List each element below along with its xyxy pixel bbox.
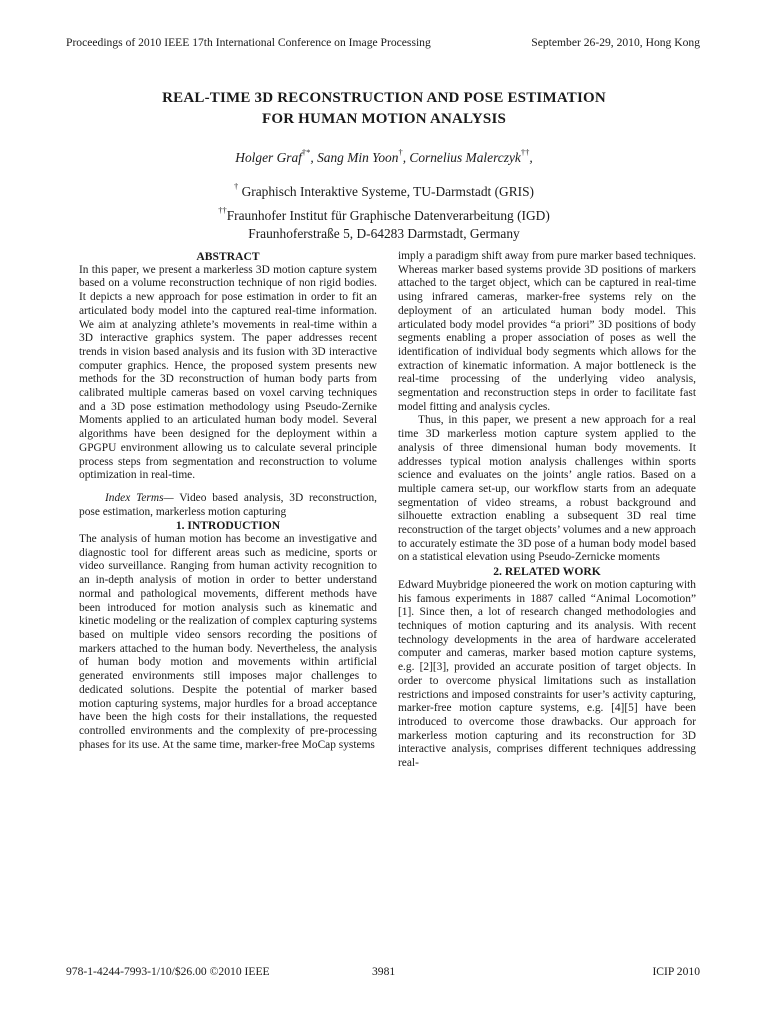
affiliation-2-text: Fraunhofer Institut für Graphische Datenverarbeitung (IGD): [226, 208, 550, 223]
affiliation-1-text: Graphisch Interaktive Systeme, TU-Darmstadt (GRIS): [241, 184, 535, 199]
related-work-text: Edward Muybridge pioneered the work on motion capturing with his famous experiments in 1887 called “Animal Locomotion” [1]. Since then, a lot of research changed methodologies and techniques of motion capturing and its analysis. With recent technology developments in the area of hardware accelerated computer and cameras, marker based motion capture systems, e.g. [2][3], provided an accurate position of target objects. In order to overcome physical limitations such as installation restrictions and imposed constraints for user’s activity capturing, marker-free motion capture systems, e.g. [4][5] have been introduced to overcome those drawbacks. Our approach for markerless motion capturing and its reconstruction for 3D interactive analysis, comprises different techniques addressing real-: [398, 578, 696, 770]
affiliation-1: [70, 177, 698, 201]
author-2-name: Sang Min Yoon: [317, 150, 399, 165]
related-work-heading: 2. RELATED WORK: [493, 565, 601, 579]
conference-date-location: September 26-29, 2010, Hong Kong: [531, 36, 700, 49]
title-line-1: REAL-TIME 3D RECONSTRUCTION AND POSE ESTIMATION: [162, 90, 606, 106]
introduction-paragraph-2: Thus, in this paper, we present a new approach for a real time 3D markerless motion capture system applied to the analysis of three dimensional human body movements. It addresses typical motion analysis challenges within sports science and evaluates on the joints’ angle ratios. Based on a multiple camera set-up, our workflow starts from an adequate segmentation of video streams, a robust background and silhouette extraction enabling a subsequent 3D real time reconstruction of the target objects’ volumes and a new approach to accurately estimate the 3D pose of a human body model based on a statistical elevation using Pseudo-Zernicke moments: [398, 414, 696, 564]
author-1-name: Holger Graf: [235, 150, 302, 165]
footer-venue: ICIP 2010: [652, 965, 700, 978]
author-3-affiliation-mark: ††: [520, 147, 530, 157]
right-column: [398, 250, 696, 771]
introduction-paragraph-1: The analysis of human motion has become an investigative and diagnostic tool for different areas such as medicine, sports or video surveillance. Ranging from human activity recognition to an in-depth analysis of motion in order to better understand normal and pathological movements, different methods have been introduced for motion analysis such as kinematic and kinetic modeling or the realization of complex capturing systems based on multiple video sensors recording the positions of markers attached to the human body. Nevertheless, the analysis of human body motion and movements within artificial generated environments still imposes major challenges to dedicated solutions. Despite the potential of marker based motion capturing systems, major hurdles for a broad acceptance have been the high costs for their installations, the requested controlled environments and the complexity of pre-processing phases for its use. At the same time, marker-free MoCap systems: [79, 533, 377, 751]
abstract-text: In this paper, we present a markerless 3D motion capture system based on a volume reconstruction technique of non rigid bodies. It depicts a new approach for pose estimation in order to fit an articulated body model into the captured real-time information. We aim at analyzing athlete’s movements in real-time within a 3D interactive graphics system. The paper addresses recent trends in vision based analysis and its fusion with 3D interactive computer graphics. Hence, the proposed system presents new methods for the 3D reconstruction of human body parts from calibrated multiple cameras based on voxel carving techniques and a 3D pose estimation methodology using Pseudo-Zernike Moments applied to an articulated human body model. Several algorithms have been designed for the deployment within a GPGPU environment allowing us to calculate several principle process steps from segmentation and reconstruction to volume optimization in real-time.: [79, 263, 377, 482]
author-3-name: Cornelius Malerczyk: [409, 150, 521, 165]
index-terms: [79, 492, 377, 519]
affiliation-2: [70, 201, 698, 225]
introduction-heading: 1. INTRODUCTION: [175, 519, 281, 533]
abstract-heading: ABSTRACT: [196, 250, 260, 263]
page-number: 3981: [372, 965, 396, 978]
page-footer: [66, 965, 700, 981]
affiliation-1-mark: †: [233, 181, 239, 191]
affiliation-address: Fraunhoferstraße 5, D-64283 Darmstadt, Germany: [248, 226, 520, 241]
author-list: Holger Graf†*, Sang Min Yoon†, Cornelius Malerczyk††,: [235, 147, 533, 165]
left-column: [79, 250, 377, 752]
author-2-affiliation-mark: †: [398, 147, 403, 157]
index-terms-text: Video based analysis, 3D reconstruction, pose estimation, markerless motion capturing: [79, 491, 377, 518]
title-line-2: FOR HUMAN MOTION ANALYSIS: [261, 111, 507, 127]
introduction-paragraph-1-continued: imply a paradigm shift away from pure marker based techniques. Whereas marker based systems provide 3D positions of markers attached to the target object, which can be captured in real-time using infrared cameras, marker-free systems rely on the deployment of an articulated human body model. This articulated body model provides “a priori” 3D positions of body segments enabling a proper association of poses as well the identification of individual body segments which allows for the extraction of kinematic information. A major bottleneck is the real-time processing of the underlying video analysis, segmentation and reconstruction steps in order to facilitate fast model fitting and analysis cycles.: [398, 250, 696, 413]
footer-isbn: 978-1-4244-7993-1/10/$26.00 ©2010 IEEE: [66, 965, 270, 978]
affiliation-2-mark: ††: [218, 205, 227, 215]
title-block: [70, 88, 698, 243]
author-1-affiliation-mark: †*: [301, 147, 311, 157]
paper-title: [70, 88, 698, 130]
index-terms-label: Index Terms—: [105, 491, 174, 504]
conference-name: Proceedings of 2010 IEEE 17th International Conference on Image Processing: [66, 36, 431, 49]
